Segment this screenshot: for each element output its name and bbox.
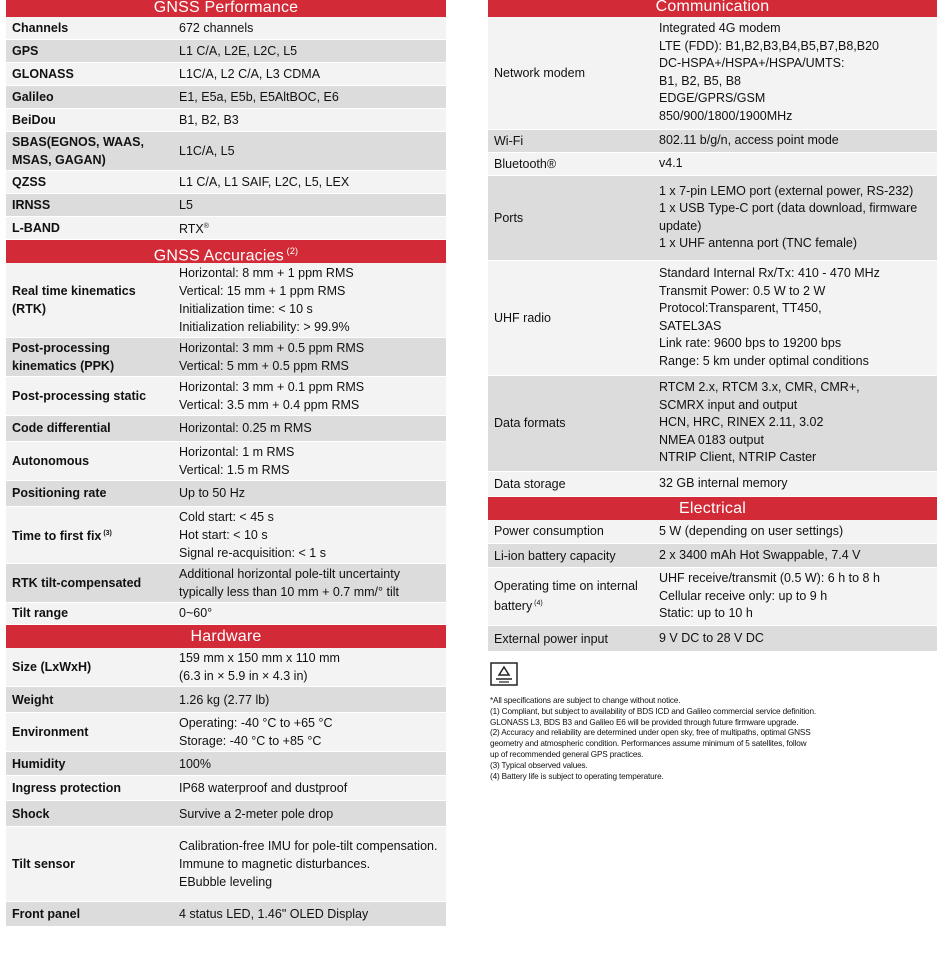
spec-label-text: Channels: [12, 20, 69, 35]
spec-label: [6, 602, 173, 624]
spec-label: [488, 17, 653, 129]
spec-value-line: 32 GB internal memory: [659, 475, 788, 490]
table-row: [488, 260, 937, 375]
spec-value-line: L1 C/A, L1 SAIF, L2C, L5, LEX: [179, 174, 350, 189]
footnote-line: (3) Typical observed values.: [490, 760, 588, 770]
spec-label-text: Real time kinematics (RTK): [12, 283, 136, 316]
spec-value: [653, 626, 937, 652]
table-row: [6, 441, 446, 480]
spec-value-line: 5 W (depending on user settings): [659, 523, 844, 538]
spec-value: [173, 17, 446, 39]
spec-label-text: Power consumption: [494, 524, 604, 539]
section-title-footnote: (2): [283, 245, 299, 256]
spec-label-text: Shock: [12, 806, 50, 821]
spec-value: [653, 129, 937, 152]
spec-value-line: Operating: -40 °C to +65 °C: [179, 716, 333, 731]
spec-label-text: GLONASS: [12, 66, 74, 81]
spec-value-line: NMEA 0183 output: [659, 432, 764, 447]
section-header-communication: [488, 0, 937, 17]
spec-label-text: Operating time on internal battery: [494, 579, 638, 614]
spec-value-line: HCN, HRC, RINEX 2.11, 3.02: [659, 415, 824, 430]
spec-value-line: 1.26 kg (2.77 lb): [179, 692, 270, 707]
spec-value: [173, 713, 446, 752]
spec-label-text: Positioning rate: [12, 486, 107, 501]
spec-label-text: GPS: [12, 43, 39, 58]
spec-label: [6, 801, 173, 827]
footnote-line: up of recommended general GPS practices.: [490, 749, 644, 759]
spec-label: [488, 175, 653, 260]
spec-value: [653, 260, 937, 375]
spec-value-line: Cold start: < 45 s: [179, 509, 274, 524]
spec-value-line: 0~60°: [179, 606, 213, 621]
spec-value-line: 2 x 3400 mAh Hot Swappable, 7.4 V: [659, 547, 861, 562]
spec-value-line: Transmit Power: 0.5 W to 2 W: [659, 283, 826, 298]
section-header-gnss-performance: [6, 0, 446, 17]
spec-label-text: Bluetooth®: [494, 156, 557, 171]
spec-value: [653, 175, 937, 260]
spec-label: [488, 568, 653, 626]
spec-value: [173, 441, 446, 480]
footnote-line: *All specifications are subject to change without notice.: [490, 696, 681, 705]
spec-value: [173, 776, 446, 801]
spec-value-line: 802.11 b/g/n, access point mode: [659, 132, 839, 147]
spec-value-line: 100%: [179, 756, 211, 771]
spec-value: [173, 85, 446, 108]
spec-label: [6, 752, 173, 776]
spec-label: [6, 337, 173, 376]
spec-value-line: L1 C/A, L2E, L2C, L5: [179, 43, 298, 58]
spec-label: [6, 902, 173, 927]
spec-label: [6, 376, 173, 415]
spec-label: [6, 480, 173, 506]
spec-label: [6, 441, 173, 480]
footnote-line: geometry and atmospheric condition. Performances assume minimum of 5 satellites, follow: [490, 739, 807, 749]
table-row: [488, 17, 937, 129]
spec-value-line: IP68 waterproof and dustproof: [179, 781, 348, 796]
spec-value: [173, 480, 446, 506]
spec-label-text: IRNSS: [12, 197, 51, 212]
spec-value-line: Vertical: 1.5 m RMS: [179, 462, 290, 477]
spec-value-line: 1 x USB Type-C port (data download, firmware update): [659, 201, 918, 233]
section-header-gnss-accuracies: [6, 240, 446, 263]
table-row: [6, 563, 446, 602]
table-row: [6, 776, 446, 801]
section-title: Hardware: [190, 627, 262, 645]
section-header-hardware: [6, 625, 446, 648]
spec-label: [6, 415, 173, 441]
spec-value: [653, 544, 937, 568]
spec-label: [6, 563, 173, 602]
table-row: [488, 568, 937, 626]
spec-label: [6, 193, 173, 216]
spec-label-text: Code differential: [12, 421, 111, 436]
spec-value: [173, 902, 446, 927]
table-row: [6, 39, 446, 62]
spec-value-line: DC-HSPA+/HSPA+/HSPA/UMTS:: [659, 56, 845, 71]
spec-value-line: Horizontal: 1 m RMS: [179, 444, 295, 459]
spec-value: [173, 801, 446, 827]
spec-label-text: Autonomous: [12, 453, 90, 468]
spec-value: [173, 687, 446, 713]
spec-value: [653, 568, 937, 626]
spec-value-line: Vertical: 15 mm + 1 ppm RMS: [179, 283, 346, 298]
table-row: [6, 480, 446, 506]
spec-value-line: Standard Internal Rx/Tx: 410 - 470 MHz: [659, 266, 880, 280]
registered-mark: ®: [203, 222, 209, 230]
footnote-marker: (4): [532, 600, 543, 608]
spec-label-text: Li-ion battery capacity: [494, 548, 616, 563]
spec-label-text: Humidity: [12, 756, 66, 771]
spec-value: [173, 827, 446, 902]
spec-value: [653, 375, 937, 471]
spec-value-line: Static: up to 10 h: [659, 606, 753, 621]
spec-value: [173, 62, 446, 85]
spec-label-text: Wi-Fi: [494, 133, 524, 148]
spec-value-line: 9 V DC to 28 V DC: [659, 630, 764, 645]
spec-label: [6, 131, 173, 170]
spec-label-text: Ingress protection: [12, 781, 122, 796]
spec-label-text: Data storage: [494, 476, 566, 491]
spec-value-line: Signal re-acquisition: < 1 s: [179, 545, 326, 560]
table-row: [6, 17, 446, 39]
spec-label-text: Weight: [12, 692, 54, 707]
spec-value: [173, 337, 446, 376]
table-row: [488, 129, 937, 152]
footnotes: [488, 662, 937, 782]
spec-value-line: 1 x 7-pin LEMO port (external power, RS-232): [659, 183, 914, 198]
spec-value-line: RTX: [179, 221, 204, 236]
spec-label: [488, 260, 653, 375]
spec-value: [173, 108, 446, 131]
table-row: [488, 626, 937, 652]
spec-label-text: QZSS: [12, 174, 47, 189]
spec-label: [488, 375, 653, 471]
spec-value: [173, 376, 446, 415]
table-row: [6, 415, 446, 441]
table-row: [6, 85, 446, 108]
spec-label: [6, 827, 173, 902]
section-title: Communication: [655, 0, 770, 15]
recycling-mark-icon: [490, 662, 518, 686]
spec-label: [6, 687, 173, 713]
spec-value-line: Vertical: 5 mm + 0.5 ppm RMS: [179, 358, 349, 373]
spec-value-line: Horizontal: 0.25 m RMS: [179, 421, 312, 436]
spec-label-text: L-BAND: [12, 220, 60, 235]
spec-value-line: NTRIP Client, NTRIP Caster: [659, 450, 817, 465]
spec-label: [6, 776, 173, 801]
spec-value-line: EBubble leveling: [179, 875, 273, 890]
footnote-line: (4) Battery life is subject to operating temperature.: [490, 771, 664, 781]
spec-label-text: BeiDou: [12, 112, 56, 127]
spec-value-line: v4.1: [659, 155, 683, 170]
table-row: [6, 687, 446, 713]
spec-label: [6, 85, 173, 108]
spec-value-line: 159 mm x 150 mm x 110 mm: [179, 650, 340, 665]
section-header-electrical: [488, 497, 937, 520]
spec-label-text: RTK tilt-compensated: [12, 575, 142, 590]
table-row: [488, 520, 937, 544]
spec-label: [6, 506, 173, 563]
spec-value-line: Link rate: 9600 bps to 19200 bps: [659, 336, 842, 350]
spec-value-line: Initialization reliability: > 99.9%: [179, 319, 350, 334]
table-row: [6, 376, 446, 415]
table-row: [6, 193, 446, 216]
spec-value: [173, 648, 446, 687]
spec-label-text: Galileo: [12, 89, 54, 104]
spec-value-line: (6.3 in × 5.9 in × 4.3 in): [179, 668, 308, 683]
spec-value-line: B1, B2, B5, B8: [659, 73, 741, 88]
spec-value: [173, 39, 446, 62]
spec-label: [6, 713, 173, 752]
spec-label: [488, 520, 653, 544]
spec-value: [173, 216, 446, 239]
table-row: [6, 337, 446, 376]
spec-label: [488, 129, 653, 152]
left-column: [6, 0, 446, 927]
spec-label: [6, 170, 173, 193]
spec-value-line: Hot start: < 10 s: [179, 527, 268, 542]
footnote-line: (1) Compliant, but subject to availability of BDS ICD and Galileo commercial service definition.: [490, 706, 816, 716]
spec-value-line: Vertical: 3.5 mm + 0.4 ppm RMS: [179, 397, 360, 412]
spec-label: [488, 471, 653, 496]
spec-value-line: Storage: -40 °C to +85 °C: [179, 734, 322, 749]
spec-table-hardware: [6, 648, 446, 928]
table-row: [488, 471, 937, 496]
spec-value: [173, 170, 446, 193]
section-title: GNSS Accuracies: [153, 246, 284, 264]
spec-value-line: Horizontal: 8 mm + 1 ppm RMS: [179, 265, 354, 280]
spec-value-line: 1 x UHF antenna port (TNC female): [659, 236, 857, 250]
spec-value-line: Immune to magnetic disturbances.: [179, 857, 371, 872]
spec-label: [6, 648, 173, 687]
spec-value-line: 4 status LED, 1.46" OLED Display: [179, 907, 369, 922]
spec-label: [488, 152, 653, 175]
section-title: Electrical: [679, 499, 746, 517]
spec-label: [6, 39, 173, 62]
spec-label-text: Post-processing static: [12, 388, 147, 403]
table-row: [6, 62, 446, 85]
spec-value-line: Integrated 4G modem: [659, 21, 781, 36]
spec-table-electrical: [488, 520, 937, 653]
spec-value-line: UHF receive/transmit (0.5 W): 6 h to 8 h: [659, 571, 880, 586]
spec-label: [488, 544, 653, 568]
table-row: [6, 902, 446, 927]
spec-label: [6, 17, 173, 39]
spec-value: [653, 152, 937, 175]
spec-label-text: Time to first fix: [12, 528, 102, 543]
spec-value: [173, 193, 446, 216]
spec-value-line: Additional horizontal pole-tilt uncertainty typically less than 10 mm + 0.7 mm/° tilt: [179, 566, 400, 599]
spec-label-text: SBAS(EGNOS, WAAS, MSAS, GAGAN): [12, 134, 144, 167]
spec-value: [653, 471, 937, 496]
footnote-marker: (3): [101, 529, 112, 537]
spec-value-line: 672 channels: [179, 20, 254, 35]
spec-label-text: Tilt range: [12, 606, 69, 621]
spec-label: [6, 263, 173, 338]
spec-value-line: L1C/A, L2 C/A, L3 CDMA: [179, 66, 321, 81]
spec-value-line: SATEL3AS: [659, 318, 722, 333]
footnote-line: (2) Accuracy and reliability are determined under open sky, free of multipaths, optimal GNSS: [490, 728, 811, 738]
footnote-line: GLONASS L3, BDS B3 and Galileo E6 will be provided through future firmware upgrade.: [490, 717, 799, 727]
spec-label-text: Environment: [12, 725, 89, 740]
spec-value-line: E1, E5a, E5b, E5AltBOC, E6: [179, 89, 339, 104]
spec-label-text: UHF radio: [494, 310, 551, 325]
spec-value-line: Horizontal: 3 mm + 0.5 ppm RMS: [179, 340, 365, 355]
table-row: [6, 648, 446, 687]
table-row: [6, 801, 446, 827]
spec-label-text: Post-processing kinematics (PPK): [12, 340, 115, 373]
right-column: [488, 0, 937, 782]
spec-label-text: Size (LxWxH): [12, 659, 92, 674]
spec-value-line: B1, B2, B3: [179, 112, 239, 127]
spec-value-line: L5: [179, 197, 193, 212]
table-row: [6, 713, 446, 752]
spec-label-text: Tilt sensor: [12, 857, 75, 872]
spec-value: [653, 520, 937, 544]
spec-value-line: Up to 50 Hz: [179, 486, 246, 501]
table-row: [6, 216, 446, 239]
spec-value-line: EDGE/GPRS/GSM: [659, 91, 766, 106]
table-row: [488, 175, 937, 260]
spec-value: [173, 131, 446, 170]
table-row: [6, 108, 446, 131]
spec-value-line: Initialization time: < 10 s: [179, 301, 313, 316]
spec-value-line: SCMRX input and output: [659, 397, 798, 412]
spec-label: [6, 216, 173, 239]
spec-table-gnss-performance: [6, 17, 446, 240]
spec-value-line: Survive a 2-meter pole drop: [179, 806, 334, 821]
spec-label: [6, 62, 173, 85]
spec-value-line: Cellular receive only: up to 9 h: [659, 588, 828, 603]
spec-value: [653, 17, 937, 129]
spec-label-text: Data formats: [494, 416, 566, 430]
spec-value-line: LTE (FDD): B1,B2,B3,B4,B5,B7,B8,B20: [659, 38, 880, 53]
table-row: [6, 602, 446, 624]
table-row: [488, 544, 937, 568]
table-row: [488, 152, 937, 175]
spec-value: [173, 506, 446, 563]
table-row: [6, 170, 446, 193]
spec-table-communication: [488, 17, 937, 497]
table-row: [6, 506, 446, 563]
spec-value-line: Protocol:Transparent, TT450,: [659, 301, 822, 315]
spec-value-line: 850/900/1800/1900MHz: [659, 108, 793, 123]
spec-table-gnss-accuracies: [6, 263, 446, 625]
spec-label-text: Network modem: [494, 65, 585, 80]
spec-value-line: L1C/A, L5: [179, 143, 235, 158]
spec-value-line: [179, 218, 440, 238]
spec-label: [6, 108, 173, 131]
spec-value-line: RTCM 2.x, RTCM 3.x, CMR, CMR+,: [659, 380, 860, 395]
spec-value: [173, 263, 446, 338]
table-row: [6, 752, 446, 776]
section-title: GNSS Performance: [153, 0, 299, 16]
spec-value: [173, 563, 446, 602]
spec-label-text: Ports: [494, 210, 524, 225]
table-row: [488, 375, 937, 471]
spec-value-line: Horizontal: 3 mm + 0.1 ppm RMS: [179, 379, 365, 394]
spec-value-line: Calibration-free IMU for pole-tilt compensation.: [179, 839, 438, 854]
spec-label-text: External power input: [494, 631, 608, 646]
spec-label: [488, 626, 653, 652]
spec-value: [173, 602, 446, 624]
table-row: [6, 263, 446, 338]
spec-value: [173, 752, 446, 776]
spec-value-line: Range: 5 km under optimal conditions: [659, 353, 869, 368]
table-row: [6, 827, 446, 902]
table-row: [6, 131, 446, 170]
spec-value: [173, 415, 446, 441]
spec-label-text: Front panel: [12, 907, 81, 922]
